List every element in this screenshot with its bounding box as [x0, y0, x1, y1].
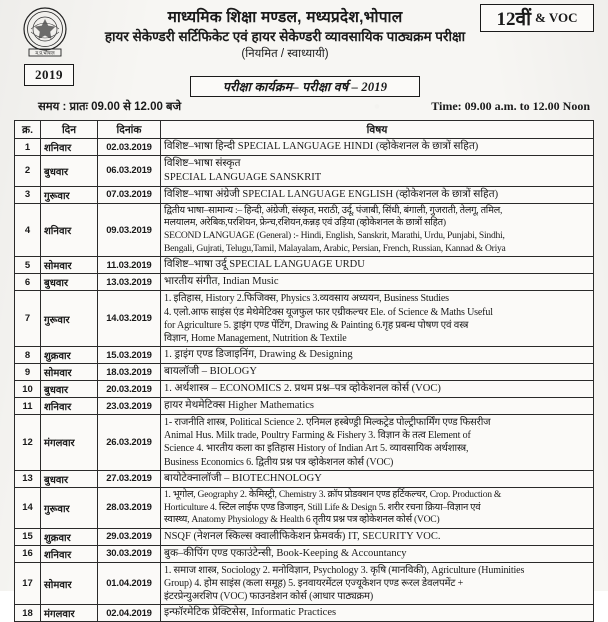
cell-date: 14.03.2019	[98, 291, 161, 347]
cell-date: 26.03.2019	[98, 415, 161, 471]
subject-line: Business Economics 6. द्वितीय प्रश्न पत्र व्होकेशनल कोर्स (VOC)	[164, 456, 394, 468]
table-row	[15, 257, 594, 274]
table-row	[15, 203, 594, 257]
exam-time-english: Time: 09.00 a.m. to 12.00 Noon	[431, 99, 590, 113]
cell-day: गुरूवार	[41, 291, 98, 347]
subject-line: SPECIAL LANGUAGE SANSKRIT	[164, 171, 322, 183]
cell-subject	[161, 203, 594, 257]
cell-day: गुरूवार	[41, 487, 98, 528]
year-badge	[24, 64, 74, 86]
class-badge-main: 12वीं	[496, 9, 531, 30]
subject-line: 1. अर्थशास्त्र – ECONOMICS 2. प्रथम प्रश्न–पत्र व्होकेशनल कोर्स (VOC)	[164, 383, 441, 395]
cell-serial: 6	[15, 274, 41, 291]
class-badge-sub: & VOC	[535, 10, 578, 25]
subject-line: 1. समाज शास्त्र, Sociology 2. मनोविज्ञान, Psychology 3. कृषि (मानविकी), Agriculture (Huminities	[164, 564, 525, 576]
subject-line: विशिष्ट–भाषा संस्कृत	[164, 158, 241, 169]
cell-day: शनिवार	[41, 139, 98, 156]
cell-date: 28.03.2019	[98, 487, 161, 528]
subject-line: बायोटेक्नालॉजी – BIOTECHNOLOGY	[164, 472, 322, 484]
cell-serial: 14	[15, 487, 41, 528]
column-header-subject: विषय	[161, 121, 594, 139]
subject-line: SECOND LANGUAGE (General) :- Hindi, English, Sanskrit, Marathi, Urdu, Punjabi, Sindhi,	[164, 230, 505, 242]
cell-date: 02.03.2019	[98, 139, 161, 156]
table-row	[15, 347, 594, 364]
subject-line: 1. भूगोल, Geography 2. केमिस्ट्री, Chemistry 3. क्रॉप प्रोडक्शन एण्ड हर्टिकल्चर, Crop. Production &	[164, 488, 502, 500]
exam-schedule-banner	[190, 76, 420, 97]
table-row	[15, 415, 594, 471]
cell-day: शनिवार	[41, 203, 98, 257]
subject-line: विशिष्ट–भाषा हिन्दी SPECIAL LANGUAGE HINDI (व्होकेशनल के छात्रों सहित)	[164, 141, 479, 153]
subject-line: for Agriculture 5. ड्राइंग एण्ड पेंटिंग, Drawing & Painting 6.गृह प्रबन्ध पोषण एवं वस्त्र	[164, 319, 469, 331]
exam-title: हायर सेकेण्डरी सर्टिफिकेट एवं हायर सेकेण्डरी व्यावसायिक पाठ्यक्रम परीक्षा	[104, 29, 466, 45]
cell-serial: 1	[15, 139, 41, 156]
exam-mode: (नियमित / स्वाध्यायी)	[241, 47, 329, 60]
cell-day: बुधवार	[41, 156, 98, 187]
table-row	[15, 398, 594, 415]
cell-day: बुधवार	[41, 274, 98, 291]
cell-day: बुधवार	[41, 381, 98, 398]
cell-day: बुधवार	[41, 470, 98, 487]
table-row	[15, 605, 594, 622]
cell-day: शनिवार	[41, 545, 98, 562]
table-row	[15, 156, 594, 187]
table-header-row	[15, 121, 594, 139]
table-body	[15, 139, 594, 622]
subject-line: विशिष्ट–भाषा अंग्रेजी SPECIAL LANGUAGE ENGLISH (व्होकेशनल के छात्रों सहित)	[164, 188, 499, 200]
column-header-day: दिन	[41, 121, 98, 139]
cell-serial: 18	[15, 605, 41, 622]
cell-day: शनिवार	[41, 398, 98, 415]
cell-serial: 16	[15, 545, 41, 562]
subject-line: हायर मेथमेटिक्स Higher Mathematics	[164, 400, 314, 412]
table-row	[15, 545, 594, 562]
cell-subject	[161, 528, 594, 545]
subject-line: NSQF (नेशनल स्किल्स क्वालीफिकेशन फ्रेमवर्क) IT, SECURITY VOC.	[164, 530, 441, 542]
cell-day: सोमवार	[41, 257, 98, 274]
cell-subject	[161, 381, 594, 398]
table-row	[15, 381, 594, 398]
cell-serial: 4	[15, 203, 41, 257]
cell-date: 07.03.2019	[98, 186, 161, 203]
subject-line: बायलॉजी – BIOLOGY	[164, 366, 257, 378]
table-row	[15, 562, 594, 605]
subject-line: भारतीय संगीत, Indian Music	[164, 276, 279, 288]
cell-serial: 9	[15, 364, 41, 381]
subject-line: 1. इतिहास, History 2.फिजिक्स, Physics 3.व्यवसाय अध्ययन, Business Studies	[164, 293, 449, 305]
cell-date: 30.03.2019	[98, 545, 161, 562]
table-row	[15, 274, 594, 291]
cell-date: 09.03.2019	[98, 203, 161, 257]
cell-day: गुरूवार	[41, 186, 98, 203]
cell-serial: 8	[15, 347, 41, 364]
cell-date: 18.03.2019	[98, 364, 161, 381]
cell-date: 15.03.2019	[98, 347, 161, 364]
svg-text:म.प्र.भोपाल: म.प्र.भोपाल	[35, 50, 55, 56]
cell-date: 13.03.2019	[98, 274, 161, 291]
cell-subject	[161, 274, 594, 291]
cell-subject	[161, 156, 594, 187]
cell-subject	[161, 291, 594, 347]
cell-day: सोमवार	[41, 364, 98, 381]
cell-date: 01.04.2019	[98, 562, 161, 605]
subject-line: द्वितीय भाषा–सामान्य :– हिन्दी, अंग्रेजी, संस्कृत, मराठी, उर्दू, पंजाबी, सिंधी, बंगाली, गुजराती, तेलगू, तमिल,	[164, 204, 503, 216]
cell-date: 29.03.2019	[98, 528, 161, 545]
table-row	[15, 139, 594, 156]
exam-time-hindi: समय : प्रातः 09.00 से 12.00 बजे	[38, 101, 182, 113]
cell-date: 11.03.2019	[98, 257, 161, 274]
cell-serial: 13	[15, 470, 41, 487]
cell-serial: 15	[15, 528, 41, 545]
board-title: माध्यमिक शिक्षा मण्डल, मध्यप्रदेश,भोपाल	[167, 9, 403, 26]
subject-line: 4. एलो.आफ साइंस एंड मेथेमेटिक्स यूजफुल फार एग्रीकल्चर Ele. of Science & Maths Useful	[164, 306, 493, 318]
cell-day: मंगलवार	[41, 415, 98, 471]
cell-serial: 12	[15, 415, 41, 471]
table-row	[15, 528, 594, 545]
exam-schedule-table-wrapper	[14, 120, 594, 622]
table-row	[15, 364, 594, 381]
cell-day: शुक्रवार	[41, 347, 98, 364]
cell-serial: 17	[15, 562, 41, 605]
subject-line: इंटरप्रेन्युअरशिप (VOC) फाउनडेशन कोर्स (आधार पाठ्यक्रम)	[164, 591, 373, 603]
cell-serial: 3	[15, 186, 41, 203]
table-row	[15, 291, 594, 347]
subject-line: Horticulture 4. स्टिल लाईफ एण्ड डिजाइन, Still Life & Design 5. शरीर रचना क्रिया–विज्ञान एवं	[164, 501, 481, 513]
title-block	[80, 8, 490, 62]
subject-line: विज्ञान, Home Management, Nutrition & Textile	[164, 332, 347, 344]
cell-date: 27.03.2019	[98, 470, 161, 487]
subject-line: बुक–कीपिंग एण्ड एकाउंटेन्सी, Book-Keeping & Accountancy	[164, 547, 407, 559]
subject-line: Group) 4. होम साइंस (कला समूह) 5. इनवायरमेंटल एज्यूकेशन एण्ड रूरल डेवलपमेंट +	[164, 578, 464, 589]
subject-line: 1. ड्राइंग एण्ड डिजाइनिंग, Drawing & Designing	[164, 349, 353, 361]
cell-day: मंगलवार	[41, 605, 98, 622]
cell-day: शुक्रवार	[41, 528, 98, 545]
table-header	[15, 121, 594, 139]
table-row	[15, 470, 594, 487]
exam-schedule-table	[14, 120, 594, 622]
column-header-date: दिनांक	[98, 121, 161, 139]
cell-subject	[161, 470, 594, 487]
cell-subject	[161, 487, 594, 528]
exam-schedule-banner-label: परीक्षा कार्यक्रम– परीक्षा वर्ष – 2019	[222, 80, 388, 94]
cell-subject	[161, 364, 594, 381]
exam-time-row	[0, 99, 600, 115]
cell-date: 06.03.2019	[98, 156, 161, 187]
cell-date: 23.03.2019	[98, 398, 161, 415]
cell-subject	[161, 605, 594, 622]
cell-subject	[161, 186, 594, 203]
subject-line: विशिष्ट–भाषा उर्दू SPECIAL LANGUAGE URDU	[164, 259, 365, 271]
cell-subject	[161, 415, 594, 471]
year-badge-label: 2019	[35, 67, 63, 82]
column-header-serial: क्र.	[15, 121, 41, 139]
cell-subject	[161, 545, 594, 562]
subject-line: Animal Hus. Milk trade, Poultry Farming & Fishery 3. विज्ञान के तत्व Element of	[164, 430, 471, 442]
cell-date: 02.04.2019	[98, 605, 161, 622]
subject-line: 1- राजनीति शास्त्र, Political Science 2. एनिमल हस्बेण्ड्री मिल्कट्रेड पोल्ट्रीफार्मिंग एण्ड फिसरीज	[164, 417, 491, 429]
subject-line: Science 4. भारतीय कला का इतिहास History of Indian Art 5. व्यावसायिक अर्थशास्त्र,	[164, 443, 469, 455]
table-row	[15, 487, 594, 528]
cell-subject	[161, 139, 594, 156]
cell-serial: 11	[15, 398, 41, 415]
cell-day: सोमवार	[41, 562, 98, 605]
mp-board-emblem-icon	[18, 6, 72, 58]
subject-line: स्वास्थ्य, Anatomy Physiology & Health 6 तृतीय प्रश्न पत्र व्होकेशनल कोर्स (VOC)	[164, 514, 440, 526]
subject-line: मलयालम, अरेबिक,परशियन, फ्रेन्च,रशियन,कन्नड़ एवं उड़िया (व्होकेशनल के छात्रों सहित)	[164, 217, 446, 229]
cell-subject	[161, 347, 594, 364]
cell-serial: 7	[15, 291, 41, 347]
cell-subject	[161, 257, 594, 274]
cell-subject	[161, 562, 594, 605]
document-header	[0, 0, 608, 118]
cell-subject	[161, 398, 594, 415]
class-badge	[480, 4, 594, 32]
subject-line: इन्फॉरमेटिक प्रेक्टिसेस, Informatic Practices	[164, 607, 337, 619]
table-row	[15, 186, 594, 203]
subject-line: Bengali, Gujrati, Telugu,Tamil, Malayalam, Arabic, Persian, French, Russian, Kannad & Oriya	[164, 242, 506, 254]
cell-date: 20.03.2019	[98, 381, 161, 398]
cell-serial: 2	[15, 156, 41, 187]
cell-serial: 5	[15, 257, 41, 274]
cell-serial: 10	[15, 381, 41, 398]
